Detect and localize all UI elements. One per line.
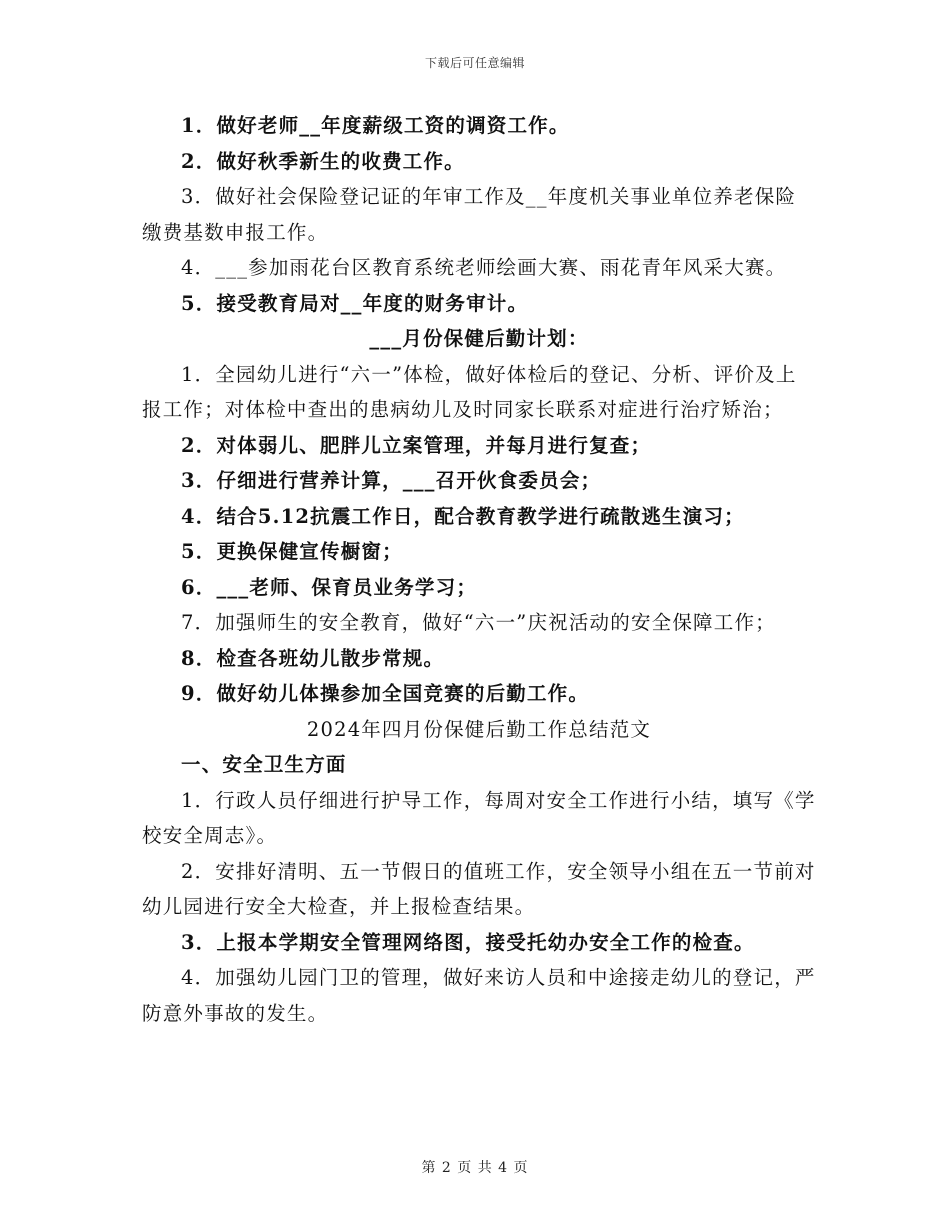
- paragraph-17: 3．上报本学期安全管理网络图，接受托幼办安全工作的检查。: [181, 930, 755, 954]
- page-header-note: 下载后可任意编辑: [424, 56, 525, 70]
- paragraph-3: 3．做好社会保险登记证的年审工作及__年度机关事业单位养老保险缴费基数申报工作。: [142, 185, 797, 244]
- paragraph-14: 9．做好幼儿体操参加全国竞赛的后勤工作。: [181, 682, 590, 705]
- paragraph-12: 7．加强师生的安全教育，做好“六一”庆祝活动的安全保障工作；: [181, 611, 776, 634]
- paragraph-1: 1．做好老师__年度薪级工资的调资工作。: [181, 114, 570, 137]
- document-body: [142, 108, 816, 1031]
- section-heading-safety: 一、安全卫生方面: [181, 753, 347, 776]
- paragraph-13: 8．检查各班幼儿散步常规。: [181, 646, 445, 670]
- paragraph-8: 3．仔细进行营养计算，___召开伙食委员会；: [181, 469, 602, 492]
- section-heading-health-plan: ___月份保健后勤计划：: [369, 327, 589, 350]
- paragraph-10: 5．更换保健宣传橱窗；: [181, 540, 403, 563]
- page-footer: 第 2 页 共 4 页: [421, 1160, 529, 1176]
- document-title: 2024年四月份保健后勤工作总结范文: [306, 717, 652, 741]
- paragraph-4: 4．___参加雨花台区教育系统老师绘画大赛、雨花青年风采大赛。: [181, 256, 787, 279]
- paragraph-6: 1．全园幼儿进行“六一”体检，做好体检后的登记、分析、评价及上报工作；对体检中查出的患病幼儿及时同家长联系对症进行治疗矫治；: [142, 362, 797, 421]
- paragraph-11: 6．___老师、保育员业务学习；: [181, 575, 478, 599]
- paragraph-9: 4．结合5.12抗震工作日，配合教育教学进行疏散逃生演习；: [181, 504, 745, 528]
- paragraph-5: 5．接受教育局对__年度的财务审计。: [181, 291, 529, 315]
- paragraph-16: 2．安排好清明、五一节假日的值班工作，安全领导小组在五一节前对幼儿园进行安全大检查，并上报检查结果。: [142, 859, 816, 918]
- paragraph-2: 2．做好秋季新生的收费工作。: [181, 149, 465, 173]
- paragraph-15: 1．行政人员仔细进行护导工作，每周对安全工作进行小结，填写《学校安全周志》。: [142, 788, 816, 847]
- paragraph-18: 4．加强幼儿园门卫的管理，做好来访人员和中途接走幼儿的登记，严防意外事故的发生。: [142, 966, 816, 1025]
- paragraph-7: 2．对体弱儿、肥胖儿立案管理，并每月进行复查；: [181, 433, 652, 457]
